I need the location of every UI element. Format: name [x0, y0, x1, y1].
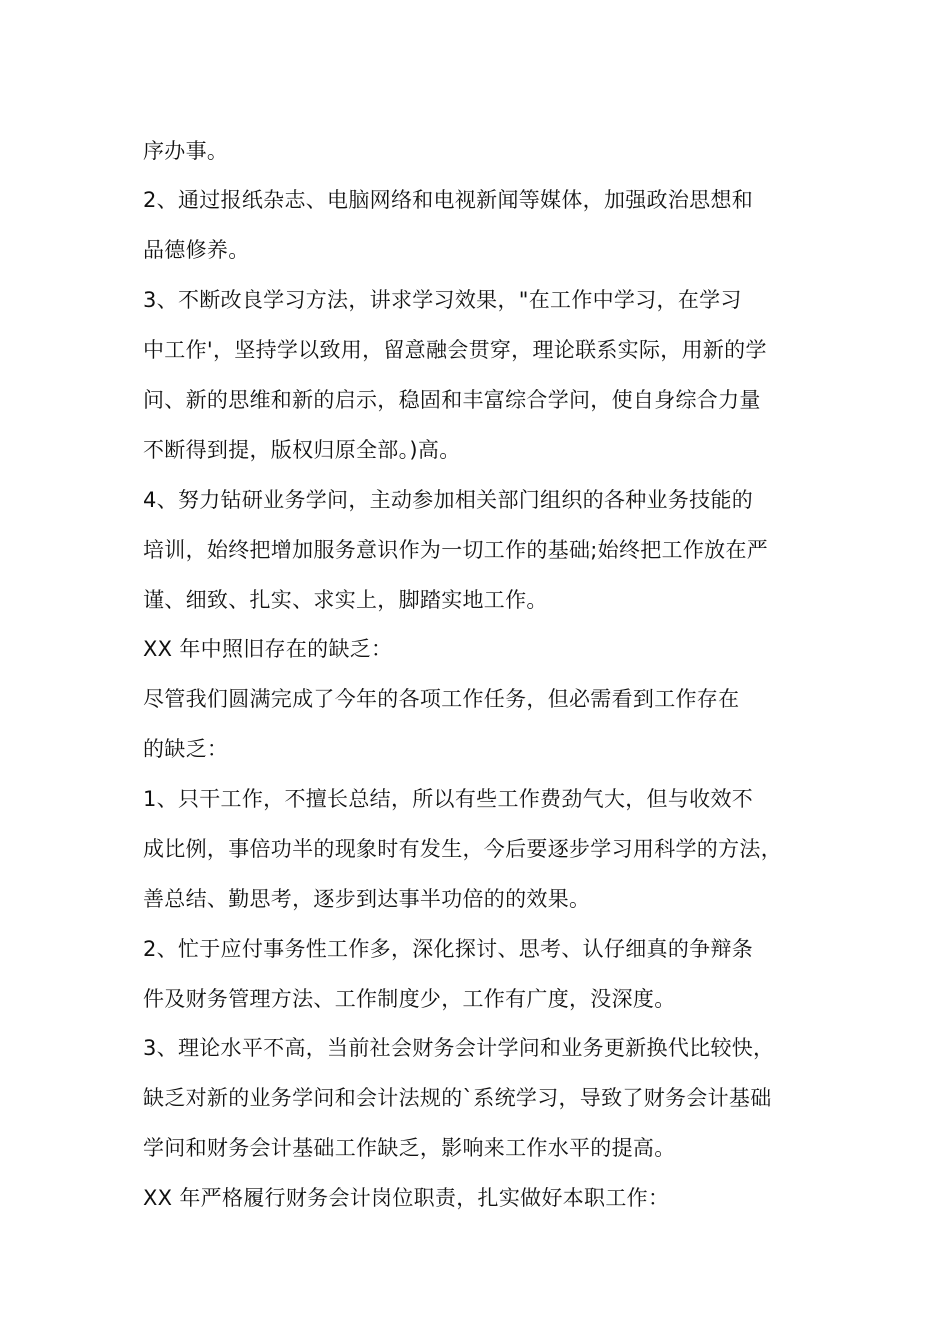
- text-line: 件及财务管理方法、工作制度少，工作有广度，没深度。: [143, 987, 676, 1011]
- text-line: 问、新的思维和新的启示，稳固和丰富综合学问，使自身综合力量: [143, 388, 761, 412]
- text-line: 2、忙于应付事务性工作多，深化探讨、思考、认仔细真的争辩条: [143, 937, 754, 961]
- text-line: 1、只干工作，不擅长总结，所以有些工作费劲气大，但与收效不: [143, 787, 754, 811]
- text-line: 3、理论水平不高，当前社会财务会计学问和业务更新换代比较快，: [143, 1036, 775, 1060]
- text-line: 品德修养。: [143, 238, 250, 262]
- text-line: 中工作'，坚持学以致用，留意融会贯穿，理论联系实际，用新的学: [143, 338, 767, 362]
- text-line: 尽管我们圆满完成了今年的各项工作任务，但必需看到工作存在: [143, 687, 740, 711]
- text-line: 成比例，事倍功半的现象时有发生，今后要逐步学习用科学的方法，: [143, 837, 782, 861]
- text-line: 缺乏对新的业务学问和会计法规的`系统学习，导致了财务会计基础: [143, 1086, 772, 1110]
- text-line: 谨、细致、扎实、求实上，脚踏实地工作。: [143, 588, 548, 612]
- text-line: XX 年中照旧存在的缺乏：: [143, 637, 393, 661]
- text-line: 的缺乏：: [143, 737, 229, 761]
- text-line: 不断得到提，版权归原全部。)高。: [143, 438, 461, 462]
- text-line: 2、通过报纸杂志、电脑网络和电视新闻等媒体，加强政治思想和: [143, 188, 754, 212]
- text-line: 4、努力钻研业务学问，主动参加相关部门组织的各种业务技能的: [143, 488, 754, 512]
- text-line: 3、不断改良学习方法，讲求学习效果，"在工作中学习，在学习: [143, 288, 742, 312]
- text-line: 善总结、勤思考，逐步到达事半功倍的的效果。: [143, 887, 591, 911]
- text-line: 培训，始终把增加服务意识作为一切工作的基础;始终把工作放在严: [143, 538, 769, 562]
- text-line: 学问和财务会计基础工作缺乏，影响来工作水平的提高。: [143, 1136, 676, 1160]
- text-line: 序办事。: [143, 139, 229, 163]
- text-line: XX 年严格履行财务会计岗位职责，扎实做好本职工作：: [143, 1186, 670, 1210]
